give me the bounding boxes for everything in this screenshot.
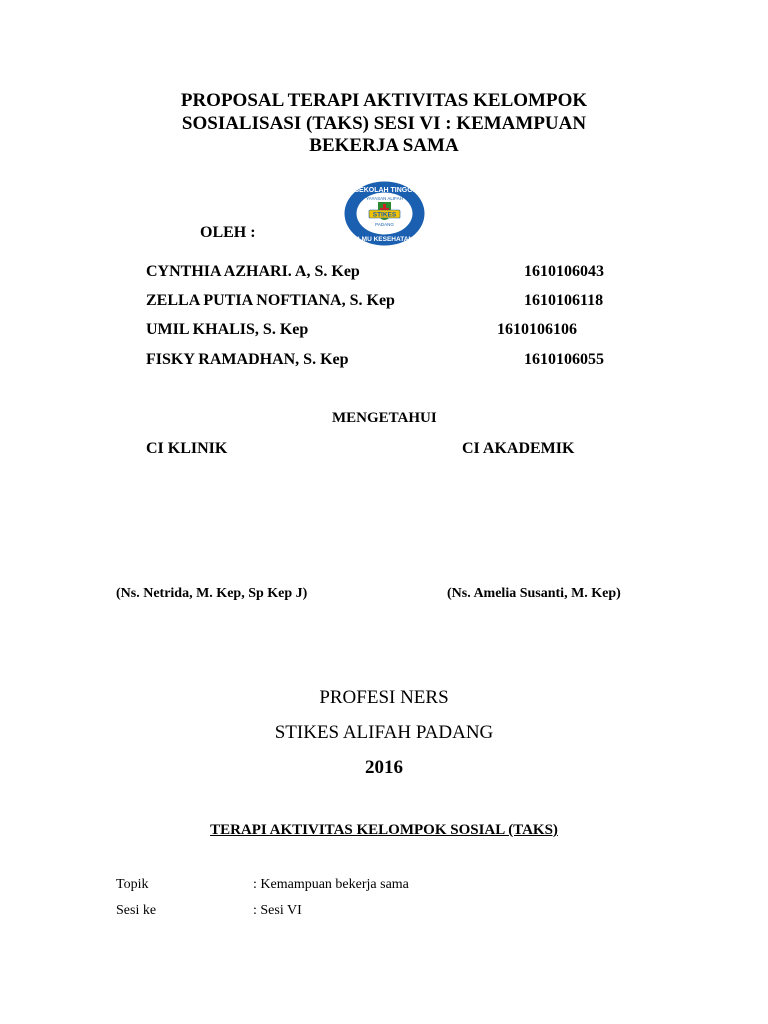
author-name: ZELLA PUTIA NOFTIANA, S. Kep <box>146 292 395 309</box>
document-title-line-1: PROPOSAL TERAPI AKTIVITAS KELOMPOK <box>180 90 588 111</box>
logo-center-text: STIKES <box>372 211 397 219</box>
stikes-alifah-logo <box>343 180 426 247</box>
info-label-topik: Topik <box>116 877 149 892</box>
author-id: 1610106055 <box>524 351 604 368</box>
author-id: 1610106118 <box>524 292 604 309</box>
document-title-line-3: BEKERJA SAMA <box>309 135 459 156</box>
document-title-line-2: SOSIALISASI (TAKS) SESI VI : KEMAMPUAN <box>181 113 587 134</box>
institution-name: STIKES ALIFAH PADANG <box>274 722 494 743</box>
oleh-label: OLEH : <box>200 224 256 241</box>
author-id: 1610106043 <box>524 263 604 280</box>
logo-sub-text: YAYASAN ALIFAH <box>366 196 403 201</box>
ci-klinik-label: CI KLINIK <box>146 440 228 457</box>
mengetahui-heading: MENGETAHUI <box>332 410 437 426</box>
info-value-topik: : Kemampuan bekerja sama <box>253 877 409 892</box>
author-id: 1610106106 <box>497 321 577 338</box>
info-label-sesi: Sesi ke <box>116 903 157 918</box>
logo-top-text: SEKOLAH TINGGI <box>354 187 415 194</box>
ci-akademik-label: CI AKADEMIK <box>462 440 575 457</box>
profesi-heading: PROFESI NERS <box>319 687 449 708</box>
year: 2016 <box>365 757 403 778</box>
logo-bottom-text: ILMU KESEHATAN <box>355 236 414 243</box>
author-name: FISKY RAMADHAN, S. Kep <box>146 351 349 368</box>
signature-ci-klinik: (Ns. Netrida, M. Kep, Sp Kep J) <box>116 586 308 601</box>
logo-city-text: PADANG <box>375 222 394 227</box>
author-name: UMIL KHALIS, S. Kep <box>146 321 309 338</box>
author-name: CYNTHIA AZHARI. A, S. Kep <box>146 263 360 280</box>
section-title: TERAPI AKTIVITAS KELOMPOK SOSIAL (TAKS) <box>210 822 558 838</box>
info-value-sesi: : Sesi VI <box>253 903 302 918</box>
signature-ci-akademik: (Ns. Amelia Susanti, M. Kep) <box>447 586 621 601</box>
